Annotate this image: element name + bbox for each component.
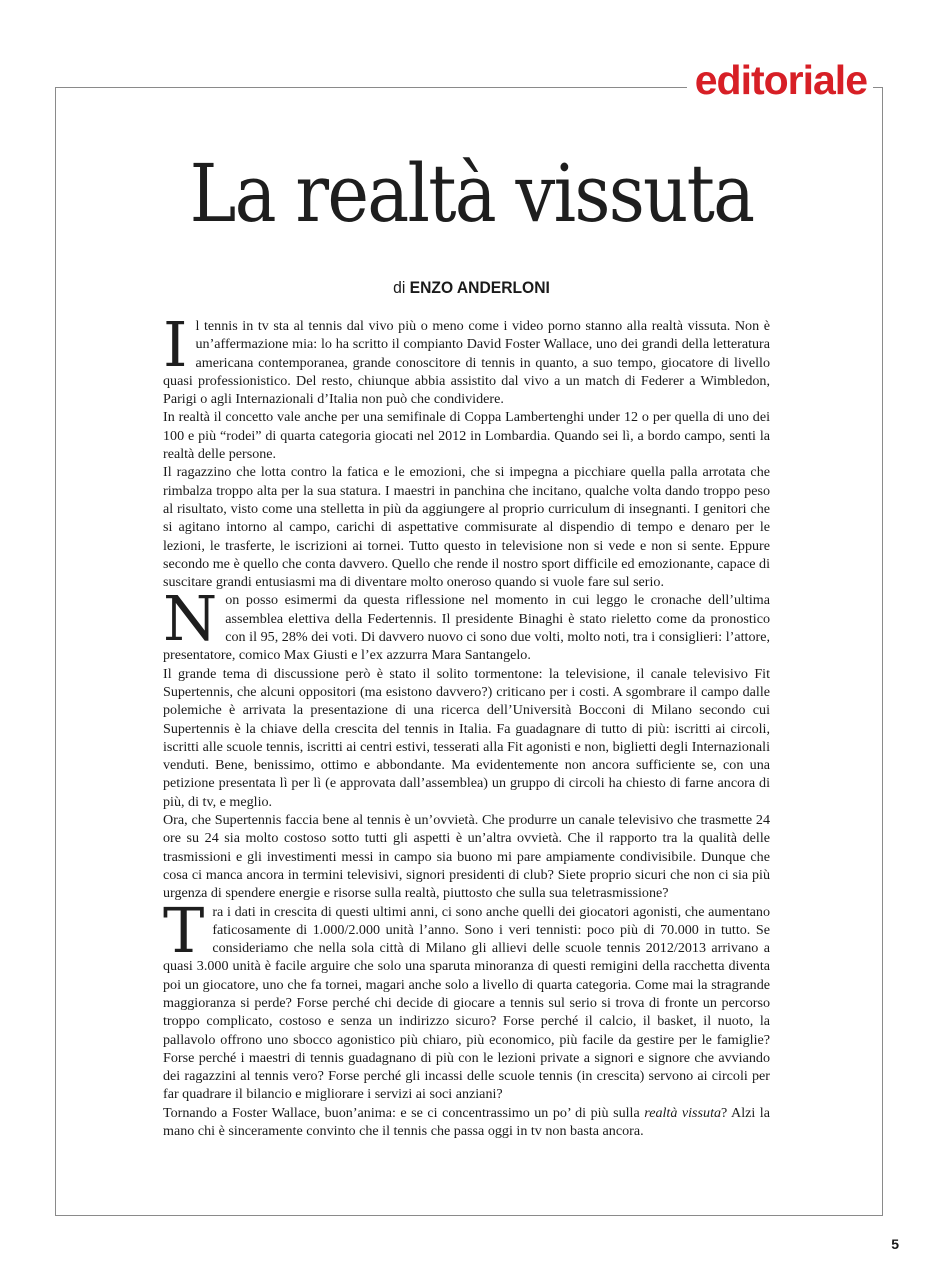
paragraph-1-text: l tennis in tv sta al tennis dal vivo più o meno come i video porno stanno alla realtà vissuta. Non è un’affermazione mia: lo ha scritto il compianto David Foster Wallace, uno dei grandi della letteratura americana contemporanea, grande conoscitore di tennis in quanto, a suo tempo, giocatore di livello quasi professionistico. Del resto, chiunque abbia assistito dal vivo a un match di Federer a Wimbledon, Parigi o agli Internazionali d’Italia non può che condividere. — [163, 318, 770, 408]
paragraph-8 — [163, 1104, 770, 1141]
page-title: La realtà vissuta — [189, 147, 754, 240]
paragraph-2: In realtà il concetto vale anche per una semifinale di Coppa Lambertenghi under 12 o per quella di uno dei 100 e più “rodei” di quarta categoria giocati nel 2012 in Lombardia. Quando sei lì, a bordo campo, senti la realtà delle persone. — [163, 409, 770, 463]
drop-cap-n: N — [163, 582, 218, 656]
paragraph-8-emphasis: realtà vissuta — [644, 1104, 722, 1121]
byline-prefix: di — [393, 278, 410, 297]
paragraph-6: Ora, che Supertennis faccia bene al tennis è un’ovvietà. Che produrre un canale televisivo che trasmette 24 ore su 24 sia molto costoso sotto tutti gli aspetti è un’altra ovvietà. Che il rapporto tra la qualità delle trasmissioni e gli investimenti messi in campo sia buono mi pare ampiamente condivisibile. Dunque che cosa ci manca ancora in termini televisivi, signori presidenti di club? Siete proprio sicuri che non ci sia più urgenza di spendere energie e risorse sulla realtà, piuttosto che sulla sua teletrasmissione? — [163, 812, 770, 902]
article-body — [163, 308, 770, 1140]
byline — [38, 278, 906, 298]
paragraph-4-text: on posso esimermi da questa riflessione nel momento in cui leggo le cronache dell’ultima assemblea elettiva della Federtennis. Il presidente Binaghi è stato rieletto come da pronostico con il 95, 28% dei voti. Di davvero nuovo ci sono due volti, molto noti, tra i consiglieri: l’attore, presentatore, comico Max Giusti e l’ex azzurra Mara Santangelo. — [163, 592, 770, 664]
paragraph-7 — [163, 893, 770, 1104]
paragraph-4 — [163, 582, 770, 664]
paragraph-8-text-a: Tornando a Foster Wallace, buon’anima: e se ci concentrassimo un po’ di più sulla — [163, 1104, 645, 1121]
section-label: editoriale — [687, 60, 873, 101]
drop-cap-i: I — [163, 308, 188, 381]
author-name: ENZO ANDERLONI — [409, 278, 550, 297]
paragraph-8-text-b: ? Alzi la mano chi è sinceramente convinto che il tennis che passa oggi in tv non basta ancora. — [163, 1104, 770, 1140]
drop-cap-t: T — [163, 893, 205, 967]
paragraph-1 — [163, 308, 770, 408]
paragraph-3: Il ragazzino che lotta contro la fatica e le emozioni, che si impegna a picchiare quella palla arrotata che rimbalza troppo alta per la sua statura. I maestri in panchina che incitano, qualche volta dando troppo peso al risultato, visto come una stelletta in più da aggiungere al proprio curriculum di insegnanti. I genitori che si agitano intorno al campo, carichi di aspettative commisurate al dispendio di tempo e denaro per le lezioni, le trasferte, le iscrizioni ai tornei. Tutto questo in televisione non si vede e non si sente. Eppure secondo me è quello che conta davvero. Quello che rende il nostro sport difficile ed emozionante, capace di suscitare grandi entusiasmi ma di diventare molto oneroso quando si vuole fare sul serio. — [163, 464, 770, 591]
paragraph-5: Il grande tema di discussione però è stato il solito tormentone: la televisione, il canale televisivo Fit Supertennis, che alcuni oppositori (ma esistono davvero?) criticano per i costi. A sgombrare il campo dalle polemiche è arrivata la presentazione di una ricerca dell’Università Bocconi di Milano secondo cui Supertennis è la chiave della crescita del tennis in Italia. Fa guadagnare di tutto di più: iscritti ai circoli, iscritti alle scuole tennis, iscritti ai centri estivi, tesserati alla Fit agonisti e non, biglietti degli Internazionali venduti. Bene, benissimo, ottimo e abbondante. Ma evidentemente non ancora sufficiente se, con una petizione presentata lì per lì (e approvata dall’assemblea) un gruppo di circoli ha chiesto di farne ancora di più, di tv, e meglio. — [163, 665, 770, 810]
page-number: 5 — [891, 1236, 899, 1252]
paragraph-7-text: ra i dati in crescita di questi ultimi anni, ci sono anche quelli dei giocatori agonisti, che aumentano faticosamente di 1.000/2.000 unità l’anno. Sono i veri tennisti: poco più di 70.000 in tutto. Se consideriamo che nella sola città di Milano gli allievi delle scuole tennis 2012/2013 arrivano a quasi 3.000 unità è facile arguire che solo una sparuta minoranza di questi remigini della racchetta diventa poi un giocatore, uno che fa tornei, magari anche solo a livello di quarta categoria. Come mai la stragrande maggioranza si perde? Forse perché chi decide di giocare a tennis sul serio si trova di fronte un percorso troppo complicato, costoso e senza un indirizzo sicuro? Forse perché il calcio, il basket, il nuoto, la pallavolo offrono uno sbocco agonistico più chiaro, più economico, più facile da gestire per le famiglie? Forse perché i maestri di tennis guadagnano di più con le lezioni private a signori e signore che avviando dei ragazzini al tennis vero? Forse perché gli incassi delle scuole tennis (in crescita) servono ai circoli per far quadrare il bilancio e migliorare i servizi ai soci anziani? — [163, 903, 770, 1103]
